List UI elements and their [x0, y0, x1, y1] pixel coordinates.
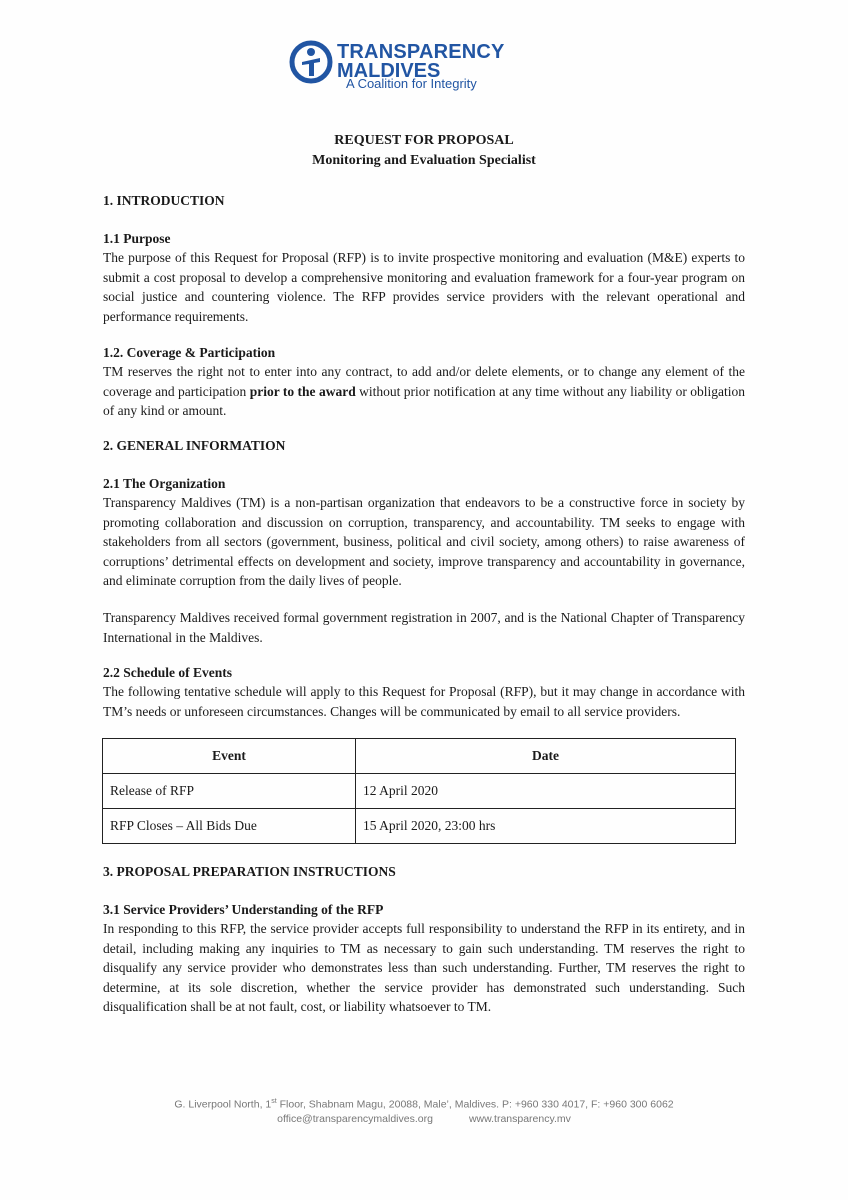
coverage-text-bold: prior to the award — [249, 383, 356, 399]
table-cell-event: RFP Closes – All Bids Due — [103, 809, 356, 844]
table-header-row — [103, 739, 736, 774]
coverage-text-start: TM reserves the right not to enter into any contract, to add and/or delete elements, or to change any element of the coverage and participation — [103, 364, 745, 399]
footer-website[interactable]: www.transparency.mv — [468, 1113, 571, 1125]
subsection-heading-schedule: 2.2 Schedule of Events — [103, 665, 233, 680]
document-subtitle: Monitoring and Evaluation Specialist — [312, 153, 536, 168]
logo-line-2: MALDIVES — [337, 60, 441, 82]
logo-tagline: A Coalition for Integrity — [346, 76, 477, 91]
subsection-heading-coverage: 1.2. Coverage & Participation — [103, 345, 276, 360]
schedule-table — [102, 738, 736, 844]
paragraph-organization: Transparency Maldives (TM) is a non-partisan organization that endeavors to be a constructive force in society by promoting collaboration and discussion on corruption, transparency, and accountability. TM seeks to engage with stakeholders from all sectors (government, business, political and civil society, among others) to raise awareness of corruptions’ detrimental effects on development and society, improve transparency and accountability in governance, and eliminate corruption from the daily lives of people. — [103, 495, 745, 588]
table-cell-date: 12 April 2020 — [356, 774, 736, 809]
section-heading-proposal-preparation: 3. PROPOSAL PREPARATION INSTRUCTIONS — [103, 864, 396, 879]
table-cell-date: 15 April 2020, 23:00 hrs — [356, 809, 736, 844]
table-row — [103, 809, 736, 844]
paragraph-understanding: In responding to this RFP, the service provider accepts full responsibility to understand the RFP in its entirety, and in detail, including making any inquiries to TM as necessary to gain such understanding. TM reserves the right to disqualify any service provider who demonstrates less than such understanding. Further, TM reserves the right to determine, at its sole discretion, whether the service provider has demonstrated such understanding. Such disqualification shall be at not fault, cost, or liability whatsoever to TM. — [103, 921, 745, 1014]
paragraph-purpose: The purpose of this Request for Proposal (RFP) is to invite prospective monitoring and evaluation (M&E) experts to submit a cost proposal to develop a comprehensive monitoring and evaluation framework for a four-year program on social justice and countering violence. The RFP provides service providers with the relevant operational and performance requirements. — [103, 250, 745, 324]
subsection-heading-purpose: 1.1 Purpose — [103, 231, 171, 246]
logo-emblem-icon — [289, 40, 333, 84]
table-row — [103, 774, 736, 809]
paragraph-coverage — [103, 362, 745, 421]
footer-email[interactable]: office@transparencymaldives.org — [277, 1113, 433, 1125]
footer-address-end: Floor, Shabnam Magu, 20088, Male’, Maldives. P: +960 330 4017, F: +960 300 6062 — [276, 1098, 674, 1111]
footer-address — [0, 1098, 848, 1111]
organization-logo — [289, 40, 519, 94]
logo-line-1: TRANSPARENCY — [337, 41, 505, 63]
footer-address-start: G. Liverpool North, 1 — [174, 1098, 272, 1111]
section-heading-introduction: 1. INTRODUCTION — [103, 193, 225, 208]
footer-contact — [0, 1113, 848, 1125]
footer-address-sup: st — [271, 1098, 277, 1105]
subsection-heading-organization: 2.1 The Organization — [103, 476, 226, 491]
coverage-text-end: without prior notification at any time without any liability or obligation of any kind or amount. — [103, 383, 745, 418]
table-header-event: Event — [103, 739, 356, 774]
table-cell-event: Release of RFP — [103, 774, 356, 809]
subsection-heading-understanding: 3.1 Service Providers’ Understanding of the RFP — [103, 902, 384, 917]
table-header-date: Date — [356, 739, 736, 774]
paragraph-schedule: The following tentative schedule will apply to this Request for Proposal (RFP), but it may change in accordance with TM’s needs or unforeseen circumstances. Changes will be communicated by email to all service providers. — [103, 684, 745, 719]
document-title: REQUEST FOR PROPOSAL — [334, 133, 514, 148]
section-heading-general-information: 2. GENERAL INFORMATION — [103, 438, 286, 453]
paragraph-registration: Transparency Maldives received formal government registration in 2007, and is the National Chapter of Transparency International in the Maldives. — [103, 610, 745, 645]
